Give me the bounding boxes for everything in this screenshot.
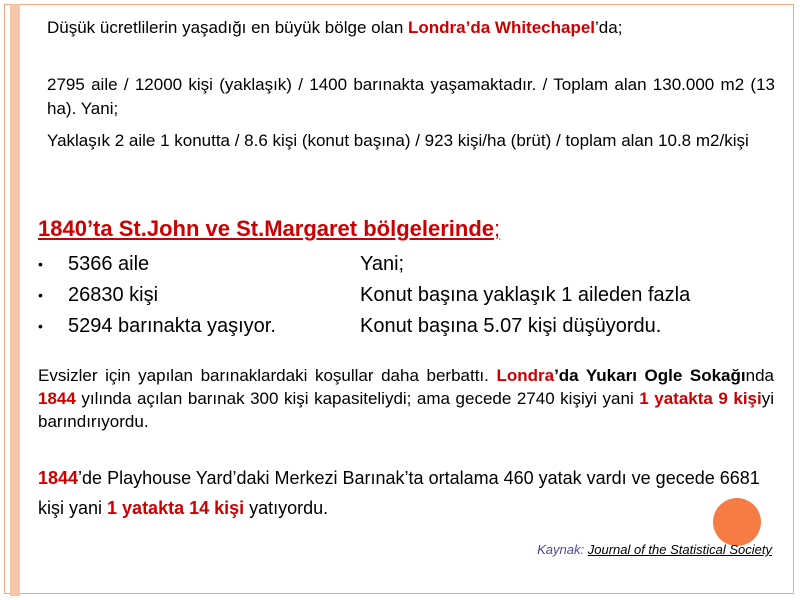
section-heading (38, 216, 500, 242)
playhouse-paragraph (38, 463, 774, 523)
shelter-text-3: yılında açılan barınak 300 kişi kapasiteliydi; ama gecede 2740 kişiyi yani (75, 389, 640, 408)
playhouse-highlight-ratio: 1 yatakta 14 kişi (107, 498, 245, 518)
bullet-icon: • (38, 318, 43, 334)
shelter-highlight-ratio: 1 yatakta 9 kişi (639, 389, 762, 408)
source-reference-link[interactable]: Journal of the Statistical Society (587, 542, 772, 557)
shelter-text-2: nda (745, 366, 774, 385)
bullet-icon: • (38, 256, 43, 272)
heading-tail: ; (494, 216, 501, 241)
playhouse-text-2: yatıyordu. (244, 498, 329, 518)
frame-left-bar (10, 4, 20, 596)
decorative-circle (713, 498, 761, 546)
list-item-right: Konut başına 5.07 kişi düşüyordu. (360, 315, 662, 337)
whitechapel-highlight: Londra’da Whitechapel (408, 18, 596, 37)
source-citation (400, 542, 772, 557)
whitechapel-suffix: ’da; (595, 18, 623, 37)
source-label: Kaynak: (537, 542, 588, 557)
heading-text: 1840’ta St.John ve St.Margaret bölgelerinde (38, 216, 495, 241)
list-item-right: Konut başına yaklaşık 1 aileden fazla (360, 284, 691, 306)
shelter-text-1: Evsizler için yapılan barınaklardaki koşullar daha berbattı. (38, 366, 497, 385)
whitechapel-intro-text: Düşük ücretlilerin yaşadığı en büyük bölge olan (47, 18, 408, 37)
population-paragraph: 2795 aile / 12000 kişi (yaklaşık) / 1400 barınakta yaşamaktadır. / Toplam alan 130.000 m2 (13 ha). Yani; (47, 75, 775, 118)
whitechapel-paragraph (47, 16, 775, 40)
list-item-left: 5294 barınakta yaşıyor. (68, 315, 276, 337)
playhouse-highlight-year: 1844 (38, 468, 79, 488)
bullet-icon: • (38, 287, 43, 303)
shelter-highlight-london: Londra (496, 366, 555, 385)
density-paragraph: Yaklaşık 2 aile 1 konutta / 8.6 kişi (konut başına) / 923 kişi/ha (brüt) / toplam alan 10.8 m2/kişi (47, 131, 749, 150)
shelter-street: ’da Yukarı Ogle Sokağı (554, 366, 746, 385)
shelter-highlight-year: 1844 (38, 389, 76, 408)
shelter-paragraph (38, 364, 774, 433)
list-item-left: 5366 aile (68, 253, 150, 275)
playhouse-text-1: ’de Playhouse Yard’daki Merkezi Barınak’ta ortalama 460 yatak vardı ve gecede 6681 kişi yani (38, 468, 760, 518)
list-item-right: Yani; (360, 253, 405, 275)
shelter-text-4: yi barındırıyordu. (38, 389, 774, 431)
list-item-left: 26830 kişi (68, 284, 159, 306)
